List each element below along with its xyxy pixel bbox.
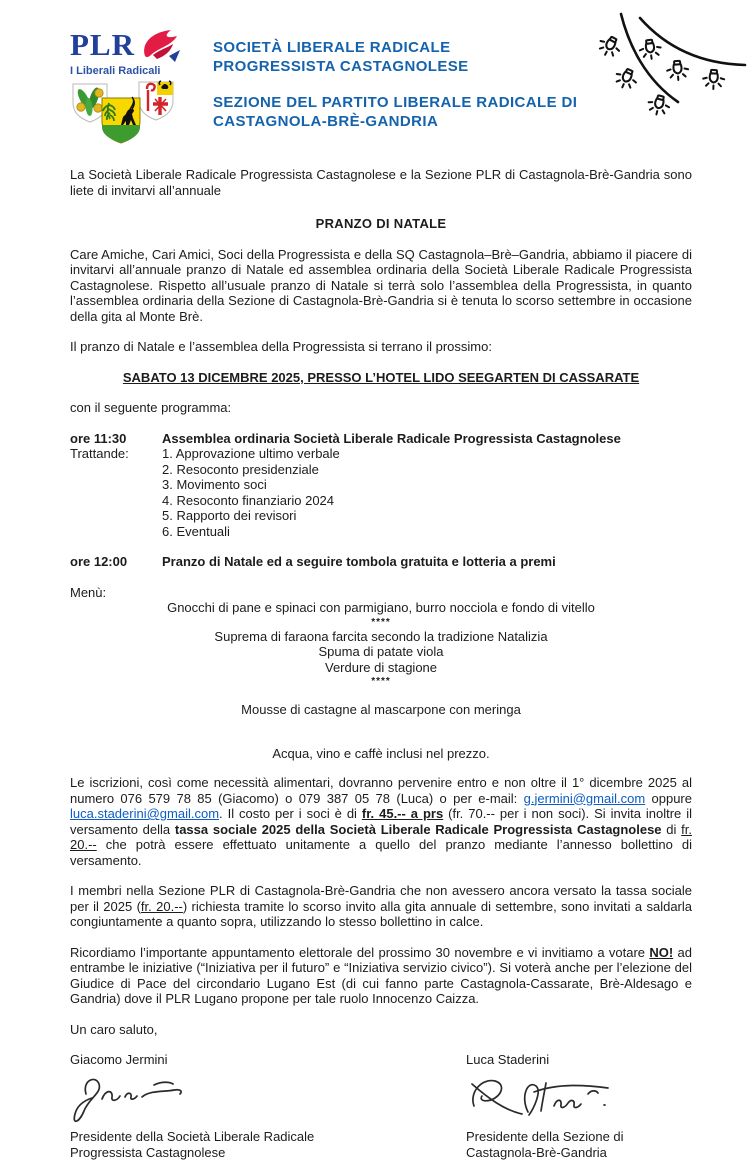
agenda-item: 5. Rapporto dei revisori [162, 508, 297, 523]
signature-block [70, 1052, 692, 1161]
letterhead [0, 0, 750, 145]
members-text: I membri nella Sezione PLR di Castagnola-Brè-Gandria che non avessero ancora versato la tassa sociale per il 2025 ( [70, 883, 692, 914]
election-text: ad entrambe le iniziative (“Iniziativa per il futuro” e “Iniziativa servizio civico”). Si voterà anche per l’elezione del Giudice di Pace del circondario Lugano Est (di cui fanno parte Castagnola-Cassarate, Brè-Aldesago e Gandria) dove il PLR Lugano propone per tale ruolo Innocenzo Caizza. [70, 944, 693, 1006]
event-date-line: SABATO 13 DICEMBRE 2025, PRESSO L’HOTEL LIDO SEEGARTEN DI CASSARATE [122, 369, 640, 385]
letter-body [0, 145, 750, 1161]
closing-salutation: Un caro saluto, [70, 1021, 158, 1037]
plr-logo-subtitle: I Liberali Radicali [70, 65, 161, 77]
menu-course-4: Verdure di stagione [324, 659, 438, 675]
org-title-line1: SOCIETÀ LIBERALE RADICALE [213, 39, 451, 56]
plr-flame-icon [139, 28, 181, 64]
program-slot-1 [70, 431, 692, 447]
plr-logo-text: PLR [70, 27, 135, 62]
program-title-2: Pranzo di Natale ed a seguire tombola gratuita e lotteria a premi [162, 554, 556, 569]
agenda-item: 6. Eventuali [162, 523, 230, 539]
members-paragraph [70, 883, 692, 930]
menu-separator: **** [371, 676, 391, 687]
agenda-item: 2. Resoconto presidenziale [162, 461, 319, 477]
signature-right [466, 1052, 692, 1161]
signer-title-left-line2: Progressista Castagnolese [70, 1145, 226, 1160]
menu-course-3: Spuma di patate viola [318, 644, 444, 659]
agenda-item: 1. Approvazione ultimo verbale [162, 446, 340, 461]
registration-text: di [661, 821, 682, 837]
vote-no-emphasis: NO! [649, 944, 674, 960]
menu-course-5: Mousse di castagne al mascarpone con meringa [241, 702, 521, 717]
christmas-lights-icon [574, 8, 746, 116]
election-text: Ricordiamo l’importante appuntamento elettorale del prossimo 30 novembre e vi invitiamo a votare [70, 944, 650, 960]
registration-text: oppure [645, 790, 692, 806]
registration-text: che potrà essere effettuato unitamente a quello del pranzo mediante l’annesso bollettino di versamento. [70, 837, 692, 868]
agenda-item: 4. Resoconto finanziario 2024 [162, 492, 335, 508]
invitation-paragraph: Care Amiche, Cari Amici, Soci della Progressista e della SQ Castagnola–Brè–Gandria, abbiamo il piacere di invitarvi all’annuale pranzo di Natale ed assemblea ordinaria della Società Liberale Radicale Progressista Castagnolese. Rispetto all’usuale pranzo di Natale si terrà solo l’assemblea della Progressista, in quanto l’assemblea ordinaria della Sezione di Castagnola-Brè-Gandria si è tenuta lo scorso settembre in occasione della gita al Monte Brè. [70, 246, 692, 324]
program-slot-2 [70, 554, 692, 570]
registration-text: Le iscrizioni, così come necessità alimentari, dovranno pervenire entro e non oltre il 1° dicembre 2025 al numero 076 579 78 85 (Giacomo) o 079 387 05 78 (Luca) o per e-mail: [70, 775, 692, 806]
program-agenda [70, 446, 692, 539]
date-intro: Il pranzo di Natale e l’assemblea della Progressista si terrano il prossimo: [70, 339, 492, 354]
event-title: PRANZO DI NATALE [315, 216, 447, 231]
registration-text: (fr. 70.-- per i non soci). Si invita inoltre il versamento della [70, 806, 692, 837]
signer-name-right: Luca Staderini [466, 1052, 550, 1067]
signature-left [70, 1052, 466, 1161]
menu-course-2: Suprema di faraona farcita secondo la tradizione Natalizia [214, 628, 548, 644]
email-link-staderini[interactable]: luca.staderini@gmail.com [70, 806, 220, 821]
program-time-1: ore 11:30 [70, 430, 127, 446]
signer-title-right-line2: Castagnola-Brè-Gandria [466, 1145, 607, 1160]
section-title-line2: CASTAGNOLA-BRÈ-GANDRIA [213, 113, 439, 130]
registration-text: . Il costo per i soci è di [219, 806, 362, 821]
menu-course-1: Gnocchi di pane e spinaci con parmigiano, burro nocciola e fondo di vitello [167, 600, 595, 615]
program-intro: con il seguente programma: [70, 400, 232, 415]
email-link-jermini[interactable]: g.jermini@gmail.com [523, 790, 646, 806]
members-fee: fr. 20.-- [140, 898, 183, 914]
menu-note: Acqua, vino e caffè inclusi nel prezzo. [272, 745, 490, 761]
agenda-label: Trattande: [70, 446, 129, 461]
menu-label: Menù: [70, 584, 107, 600]
signer-title-right-line1: Presidente della Sezione di [466, 1129, 624, 1144]
letterhead-titles [213, 38, 577, 131]
signer-name-left: Giacomo Jermini [70, 1052, 168, 1067]
coat-of-arms [72, 81, 174, 155]
election-paragraph [70, 945, 692, 1007]
menu-separator: **** [371, 616, 391, 628]
registration-paragraph [70, 775, 692, 868]
social-tax-label: tassa sociale 2025 della Società Liberale Radicale Progressista Castagnolese [174, 821, 662, 837]
program-time-2: ore 12:00 [70, 554, 128, 569]
signature-giacomo-jermini [70, 1070, 220, 1126]
intro-paragraph: La Società Liberale Radicale Progressista Castagnolese e la Sezione PLR di Castagnola-Brè-Gandria sono liete di invitarvi all’annuale [70, 167, 692, 198]
program-title-1: Assemblea ordinaria Società Liberale Radicale Progressista Castagnolese [162, 430, 621, 446]
social-tax-amount: fr. 20.-- [70, 821, 692, 852]
signature-luca-staderini [466, 1070, 626, 1126]
org-title-line2: PROGRESSISTA CASTAGNOLESE [213, 58, 469, 75]
section-title-line1: SEZIONE DEL PARTITO LIBERALE RADICALE DI [213, 94, 578, 111]
plr-logo [70, 27, 205, 160]
agenda-item: 3. Movimento soci [162, 477, 267, 492]
members-text: ) richiesta tramite lo scorso invito alla gita annuale di settembre, sono invitati a saldarla congiuntamente a quanto sopra, utilizzando lo stesso bollettino in calce. [70, 898, 692, 929]
member-price: fr. 45.-- a prs [361, 806, 444, 821]
signer-title-left-line1: Presidente della Società Liberale Radicale [70, 1129, 315, 1144]
